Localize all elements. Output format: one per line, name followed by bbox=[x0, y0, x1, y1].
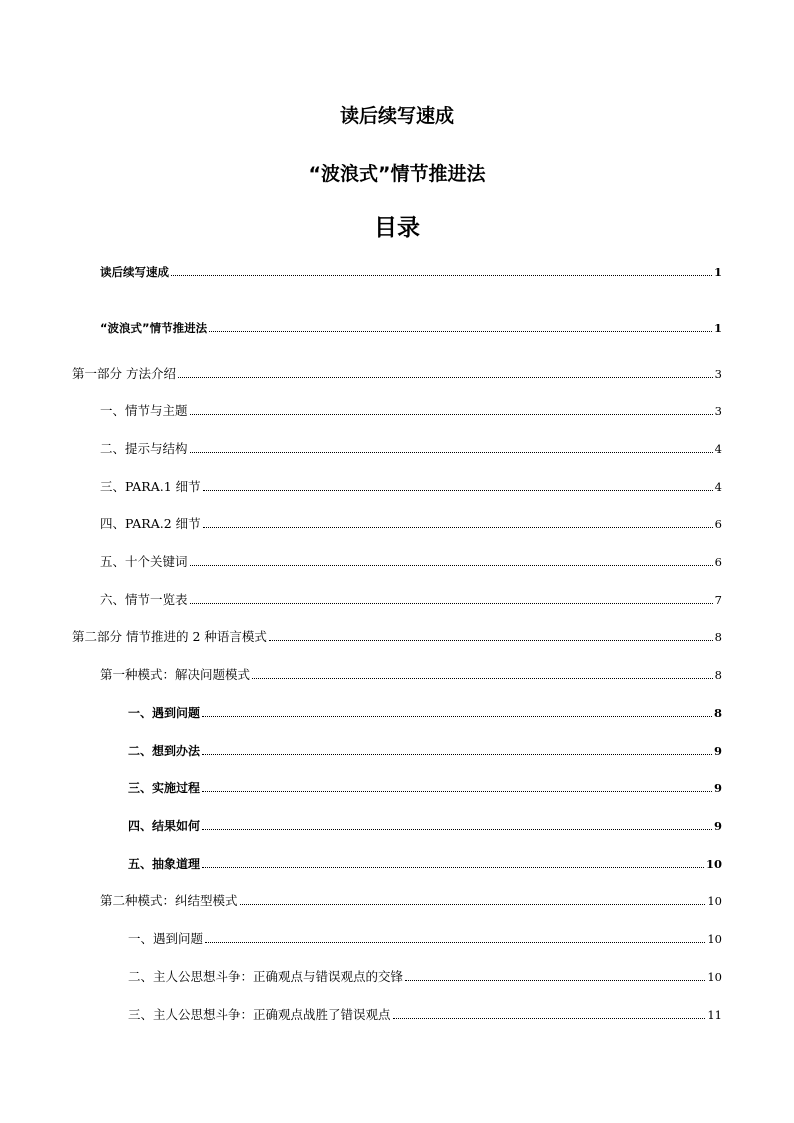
toc-entry[interactable] bbox=[128, 856, 722, 872]
toc-leader-dots bbox=[240, 904, 706, 905]
toc-leader-dots bbox=[393, 1018, 706, 1019]
toc-leader-dots bbox=[202, 791, 712, 792]
toc-leader-dots bbox=[202, 754, 712, 755]
toc-leader-dots bbox=[171, 275, 712, 276]
toc-leader-dots bbox=[203, 527, 713, 528]
toc-entry-page: 8 bbox=[714, 668, 722, 682]
toc-entry-page: 6 bbox=[714, 555, 722, 569]
toc-entry-page: 11 bbox=[707, 1008, 722, 1022]
toc-entry[interactable] bbox=[128, 780, 722, 796]
document-title: 读后续写速成 bbox=[339, 105, 454, 127]
toc-entry[interactable] bbox=[128, 743, 722, 759]
toc-entry-page: 7 bbox=[714, 593, 722, 607]
toc-entry-page: 1 bbox=[713, 265, 722, 279]
toc-entry[interactable] bbox=[72, 366, 722, 382]
toc-entry[interactable] bbox=[72, 629, 722, 645]
toc-entry[interactable] bbox=[100, 667, 722, 683]
toc-entry-label: 五、抽象道理 bbox=[128, 857, 201, 871]
toc-leader-dots bbox=[190, 452, 713, 453]
toc-entry-page: 6 bbox=[714, 517, 722, 531]
toc-entry-page: 10 bbox=[707, 970, 722, 984]
toc-leader-dots bbox=[202, 829, 712, 830]
toc-entry[interactable] bbox=[100, 516, 722, 532]
document-subtitle: “波浪式”情节推进法 bbox=[308, 163, 486, 185]
toc-entry[interactable] bbox=[100, 441, 722, 457]
toc-leader-dots bbox=[205, 942, 705, 943]
toc-leader-dots bbox=[202, 867, 704, 868]
toc-entry-label: 四、结果如何 bbox=[128, 819, 201, 833]
toc-entry-label: 三、实施过程 bbox=[128, 781, 201, 795]
toc-entry-page: 10 bbox=[707, 932, 722, 946]
toc-entry-page: 8 bbox=[714, 630, 722, 644]
toc-entry-label: 六、情节一览表 bbox=[100, 592, 188, 607]
toc-leader-dots bbox=[203, 490, 713, 491]
toc-entry-label: 第一种模式：解决问题模式 bbox=[100, 667, 251, 682]
toc-entry-page: 3 bbox=[714, 367, 722, 381]
toc-entry-label: 二、主人公思想斗争：正确观点与错误观点的交锋 bbox=[128, 969, 404, 984]
toc-entry-label: 三、主人公思想斗争：正确观点战胜了错误观点 bbox=[128, 1007, 391, 1022]
toc-entry-label: 一、情节与主题 bbox=[100, 403, 188, 418]
toc-entry-label: 第一部分 方法介绍 bbox=[72, 366, 176, 381]
toc-entry-page: 10 bbox=[705, 857, 722, 871]
toc-entry-label: 第二部分 情节推进的 2 种语言模式 bbox=[72, 629, 267, 644]
toc-entry[interactable] bbox=[100, 592, 722, 608]
toc-entry-page: 8 bbox=[713, 706, 722, 720]
toc-heading: 目录 bbox=[374, 215, 420, 241]
toc-entry-label: 五、十个关键词 bbox=[100, 554, 188, 569]
toc-entry-label: 读后续写速成 bbox=[100, 265, 169, 279]
toc-entry-page: 1 bbox=[713, 321, 722, 335]
toc-entry[interactable] bbox=[100, 320, 722, 336]
toc-entry[interactable] bbox=[100, 554, 722, 570]
toc-leader-dots bbox=[202, 716, 712, 717]
toc-entry[interactable] bbox=[128, 1007, 722, 1023]
toc-leader-dots bbox=[405, 980, 705, 981]
toc-entry-page: 4 bbox=[714, 442, 722, 456]
toc-entry-page: 9 bbox=[713, 819, 722, 833]
toc-entry-page: 4 bbox=[714, 480, 722, 494]
toc-entry[interactable] bbox=[100, 264, 722, 280]
toc-entry-label: 一、遇到问题 bbox=[128, 706, 201, 720]
toc-entry-page: 9 bbox=[713, 781, 722, 795]
toc-entry-label: 三、PARA.1 细节 bbox=[100, 479, 201, 494]
toc-entry-label: 一、遇到问题 bbox=[128, 931, 204, 946]
toc-leader-dots bbox=[252, 678, 713, 679]
toc-entry[interactable] bbox=[128, 818, 722, 834]
toc-leader-dots bbox=[209, 331, 712, 332]
toc-entry-label: 四、PARA.2 细节 bbox=[100, 516, 201, 531]
toc-entry-page: 10 bbox=[707, 894, 722, 908]
toc-leader-dots bbox=[269, 640, 713, 641]
toc-entry-label: 二、提示与结构 bbox=[100, 441, 188, 456]
toc-entry-label: 二、想到办法 bbox=[128, 744, 201, 758]
toc-leader-dots bbox=[190, 414, 713, 415]
toc-entry-page: 9 bbox=[713, 744, 722, 758]
toc-entry[interactable] bbox=[128, 931, 722, 947]
toc-entry[interactable] bbox=[128, 705, 722, 721]
toc-leader-dots bbox=[178, 377, 713, 378]
toc-entry[interactable] bbox=[100, 893, 722, 909]
toc-leader-dots bbox=[190, 565, 713, 566]
toc-entry-label: 第二种模式：纠结型模式 bbox=[100, 893, 238, 908]
toc-entry[interactable] bbox=[100, 479, 722, 495]
toc-entry-page: 3 bbox=[714, 404, 722, 418]
toc-leader-dots bbox=[190, 603, 713, 604]
toc-entry[interactable] bbox=[128, 969, 722, 985]
toc-entry-label: “波浪式”情节推进法 bbox=[100, 321, 208, 335]
toc-entry[interactable] bbox=[100, 403, 722, 419]
